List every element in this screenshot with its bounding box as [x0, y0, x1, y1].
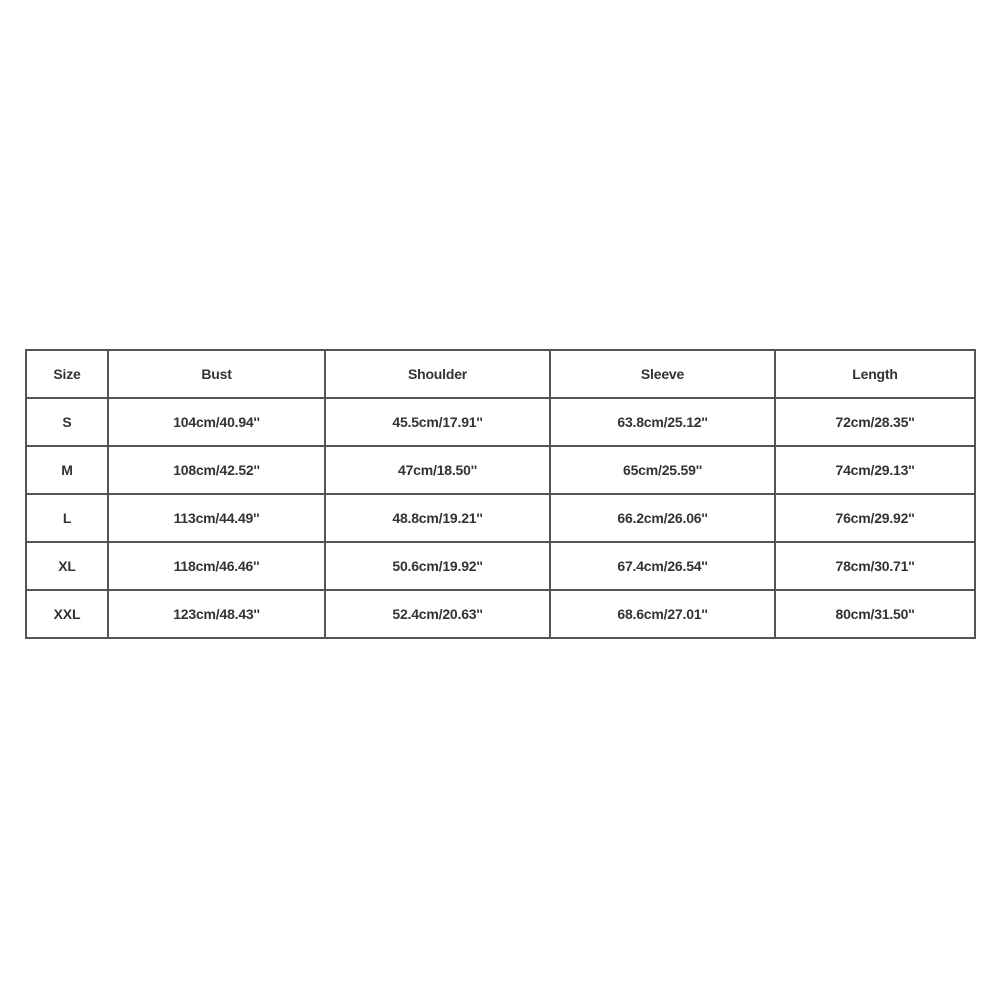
length-cell: 78cm/30.71'' — [775, 542, 975, 590]
bust-cell: 104cm/40.94'' — [108, 398, 325, 446]
shoulder-cell: 47cm/18.50'' — [325, 446, 550, 494]
bust-cell: 118cm/46.46'' — [108, 542, 325, 590]
size-cell: S — [26, 398, 108, 446]
bust-cell: 113cm/44.49'' — [108, 494, 325, 542]
bust-cell: 123cm/48.43'' — [108, 590, 325, 638]
length-cell: 76cm/29.92'' — [775, 494, 975, 542]
shoulder-cell: 48.8cm/19.21'' — [325, 494, 550, 542]
sleeve-cell: 68.6cm/27.01'' — [550, 590, 775, 638]
length-cell: 72cm/28.35'' — [775, 398, 975, 446]
sleeve-cell: 65cm/25.59'' — [550, 446, 775, 494]
sleeve-cell: 66.2cm/26.06'' — [550, 494, 775, 542]
shoulder-cell: 45.5cm/17.91'' — [325, 398, 550, 446]
sleeve-cell: 67.4cm/26.54'' — [550, 542, 775, 590]
header-size: Size — [26, 350, 108, 398]
table-row — [26, 542, 975, 590]
table-row — [26, 446, 975, 494]
length-cell: 80cm/31.50'' — [775, 590, 975, 638]
size-chart-table — [25, 349, 976, 639]
header-row — [26, 350, 975, 398]
size-cell: M — [26, 446, 108, 494]
shoulder-cell: 50.6cm/19.92'' — [325, 542, 550, 590]
header-sleeve: Sleeve — [550, 350, 775, 398]
size-cell: XL — [26, 542, 108, 590]
size-cell: L — [26, 494, 108, 542]
shoulder-cell: 52.4cm/20.63'' — [325, 590, 550, 638]
header-shoulder: Shoulder — [325, 350, 550, 398]
table-row — [26, 494, 975, 542]
header-length: Length — [775, 350, 975, 398]
header-bust: Bust — [108, 350, 325, 398]
size-cell: XXL — [26, 590, 108, 638]
length-cell: 74cm/29.13'' — [775, 446, 975, 494]
sleeve-cell: 63.8cm/25.12'' — [550, 398, 775, 446]
table-row — [26, 398, 975, 446]
bust-cell: 108cm/42.52'' — [108, 446, 325, 494]
table-row — [26, 590, 975, 638]
